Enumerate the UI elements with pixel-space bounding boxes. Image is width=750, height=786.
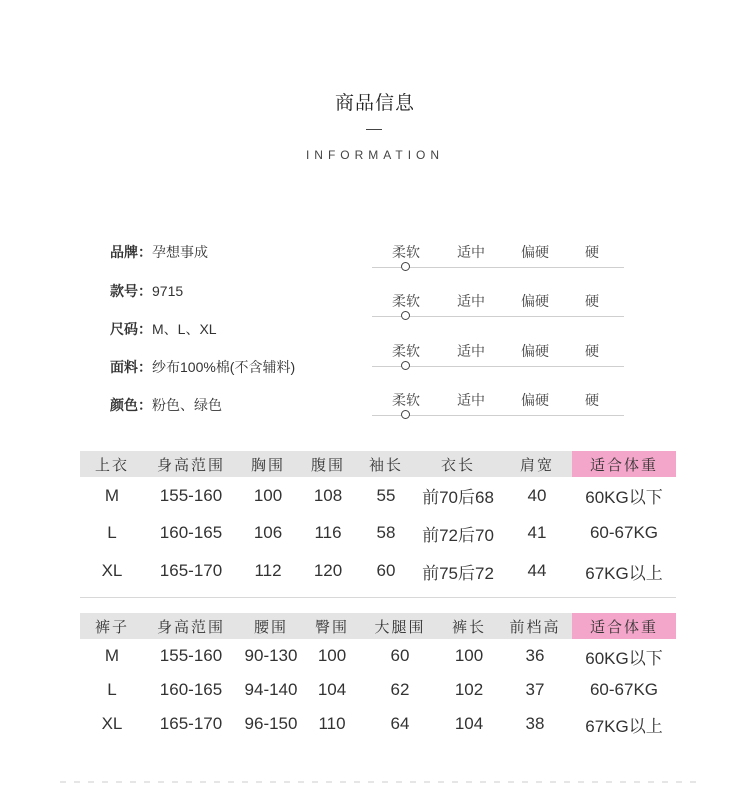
scale-label: 偏硬 — [521, 392, 549, 408]
scale-label: 硬 — [585, 343, 599, 359]
info-label: 颜色： — [110, 397, 152, 413]
table-row — [80, 639, 676, 673]
scale-label: 柔软 — [392, 244, 420, 260]
title-dash — [366, 129, 382, 130]
softness-scale — [372, 390, 624, 430]
scale-marker — [401, 262, 410, 271]
info-label: 面料： — [110, 359, 152, 375]
table-cell: 165-170 — [159, 561, 223, 580]
table-row — [80, 552, 676, 590]
scale-label: 柔软 — [392, 293, 420, 309]
table-cell: 60-67KG — [589, 523, 659, 542]
table-cell: 67KG以上 — [585, 563, 663, 583]
scale-label: 偏硬 — [521, 343, 549, 359]
table-header: 臀围 — [304, 613, 360, 639]
table-header: 腰围 — [238, 613, 304, 639]
table-cell: M — [104, 646, 120, 665]
table-cell: 前72后70 — [422, 525, 494, 545]
table-cell: 38 — [525, 714, 545, 733]
softness-scale — [372, 341, 624, 381]
table-cell: L — [107, 523, 117, 542]
table-cell: 60KG以下 — [585, 488, 663, 507]
table-cell: 36 — [525, 646, 545, 665]
scale-label: 适中 — [457, 293, 485, 309]
table-cell: 58 — [376, 523, 396, 542]
table-cell: 前70后68 — [422, 488, 494, 507]
info-value: M、L、XL — [152, 321, 217, 337]
table-cell: 108 — [313, 485, 343, 505]
scale-label: 硬 — [585, 293, 599, 309]
table-header: 前档高 — [498, 613, 572, 639]
scale-label: 适中 — [457, 244, 485, 260]
scale-marker — [401, 311, 410, 320]
table-cell: 90-130 — [244, 646, 298, 665]
table-header: 身高范围 — [144, 451, 238, 477]
scale-label: 硬 — [585, 392, 599, 408]
table-cell: M — [104, 485, 120, 505]
table-row — [80, 514, 676, 552]
table-cell: 60 — [390, 646, 410, 665]
table-row — [80, 477, 676, 514]
table-cell: XL — [101, 714, 123, 733]
scale-marker — [401, 361, 410, 370]
table-cell: 44 — [527, 561, 547, 580]
table-cell: 94-140 — [244, 680, 298, 699]
table-cell: 62 — [390, 680, 410, 699]
info-size — [110, 319, 217, 339]
info-color — [110, 395, 222, 415]
table-cell: 前75后72 — [422, 563, 494, 583]
info-brand — [110, 242, 208, 262]
top-size-table — [80, 451, 676, 590]
table-header-row — [80, 451, 676, 477]
table-cell: 155-160 — [159, 485, 223, 505]
table-cell: 41 — [527, 523, 547, 542]
info-model — [110, 281, 183, 301]
scale-label: 适中 — [457, 392, 485, 408]
scale-label: 柔软 — [392, 392, 420, 408]
table-header: 大腿围 — [360, 613, 440, 639]
table-row — [80, 673, 676, 707]
table-header: 裤长 — [440, 613, 498, 639]
table-cell: 55 — [376, 485, 396, 505]
table-header: 上衣 — [80, 451, 144, 477]
softness-scale — [372, 242, 624, 282]
info-label: 尺码： — [110, 321, 152, 337]
table-header: 裤子 — [80, 613, 144, 639]
table-cell: 160-165 — [159, 680, 223, 699]
table-cell: 102 — [454, 680, 484, 699]
table-row — [80, 707, 676, 741]
scale-label: 偏硬 — [521, 293, 549, 309]
table-header: 衣长 — [414, 451, 502, 477]
table-cell: 96-150 — [244, 714, 298, 733]
table-cell: 160-165 — [159, 523, 223, 542]
table-header-highlight: 适合体重 — [572, 613, 676, 639]
table-cell: 112 — [254, 561, 282, 580]
info-label: 品牌： — [110, 244, 152, 260]
info-value: 9715 — [152, 283, 184, 299]
table-cell: 37 — [525, 680, 545, 699]
scale-marker — [401, 410, 410, 419]
bottom-divider — [60, 781, 700, 783]
table-cell: 60 — [376, 561, 396, 580]
table-cell: 60-67KG — [589, 680, 659, 699]
table-cell: 100 — [317, 646, 347, 665]
scale-label: 偏硬 — [521, 244, 549, 260]
page-title: 商品信息 — [334, 93, 415, 114]
section-divider — [80, 597, 676, 598]
table-cell: 110 — [318, 714, 346, 733]
table-cell: 104 — [454, 714, 484, 733]
table-header-row — [80, 613, 676, 639]
table-cell: 40 — [527, 485, 547, 505]
table-header: 袖长 — [358, 451, 414, 477]
table-cell: 104 — [317, 680, 347, 699]
info-value: 纱布100%棉(不含辅料) — [152, 359, 296, 375]
info-value: 粉色、绿色 — [152, 397, 222, 413]
table-cell: 165-170 — [159, 714, 223, 733]
page-subtitle: INFORMATION — [305, 148, 445, 162]
table-header-highlight: 适合体重 — [572, 451, 676, 477]
table-header: 身高范围 — [144, 613, 238, 639]
scale-label: 适中 — [457, 343, 485, 359]
table-cell: 120 — [313, 561, 343, 580]
table-header: 腹围 — [298, 451, 358, 477]
info-value: 孕想事成 — [152, 244, 208, 260]
table-cell: 106 — [253, 523, 283, 542]
table-cell: L — [107, 680, 117, 699]
table-cell: 64 — [390, 714, 410, 733]
scale-label: 硬 — [585, 244, 599, 260]
table-header: 胸围 — [238, 451, 298, 477]
table-cell: 67KG以上 — [585, 716, 663, 736]
table-cell: 60KG以下 — [585, 648, 663, 668]
pants-size-table — [80, 613, 676, 741]
table-header: 肩宽 — [502, 451, 572, 477]
table-cell: 116 — [314, 523, 342, 542]
scale-label: 柔软 — [392, 343, 420, 359]
table-cell: 100 — [253, 485, 283, 505]
softness-scale — [372, 291, 624, 331]
table-cell: 100 — [454, 646, 484, 665]
table-cell: 155-160 — [159, 646, 223, 665]
info-label: 款号： — [110, 283, 152, 299]
info-fabric — [110, 357, 295, 377]
table-cell: XL — [101, 561, 123, 580]
